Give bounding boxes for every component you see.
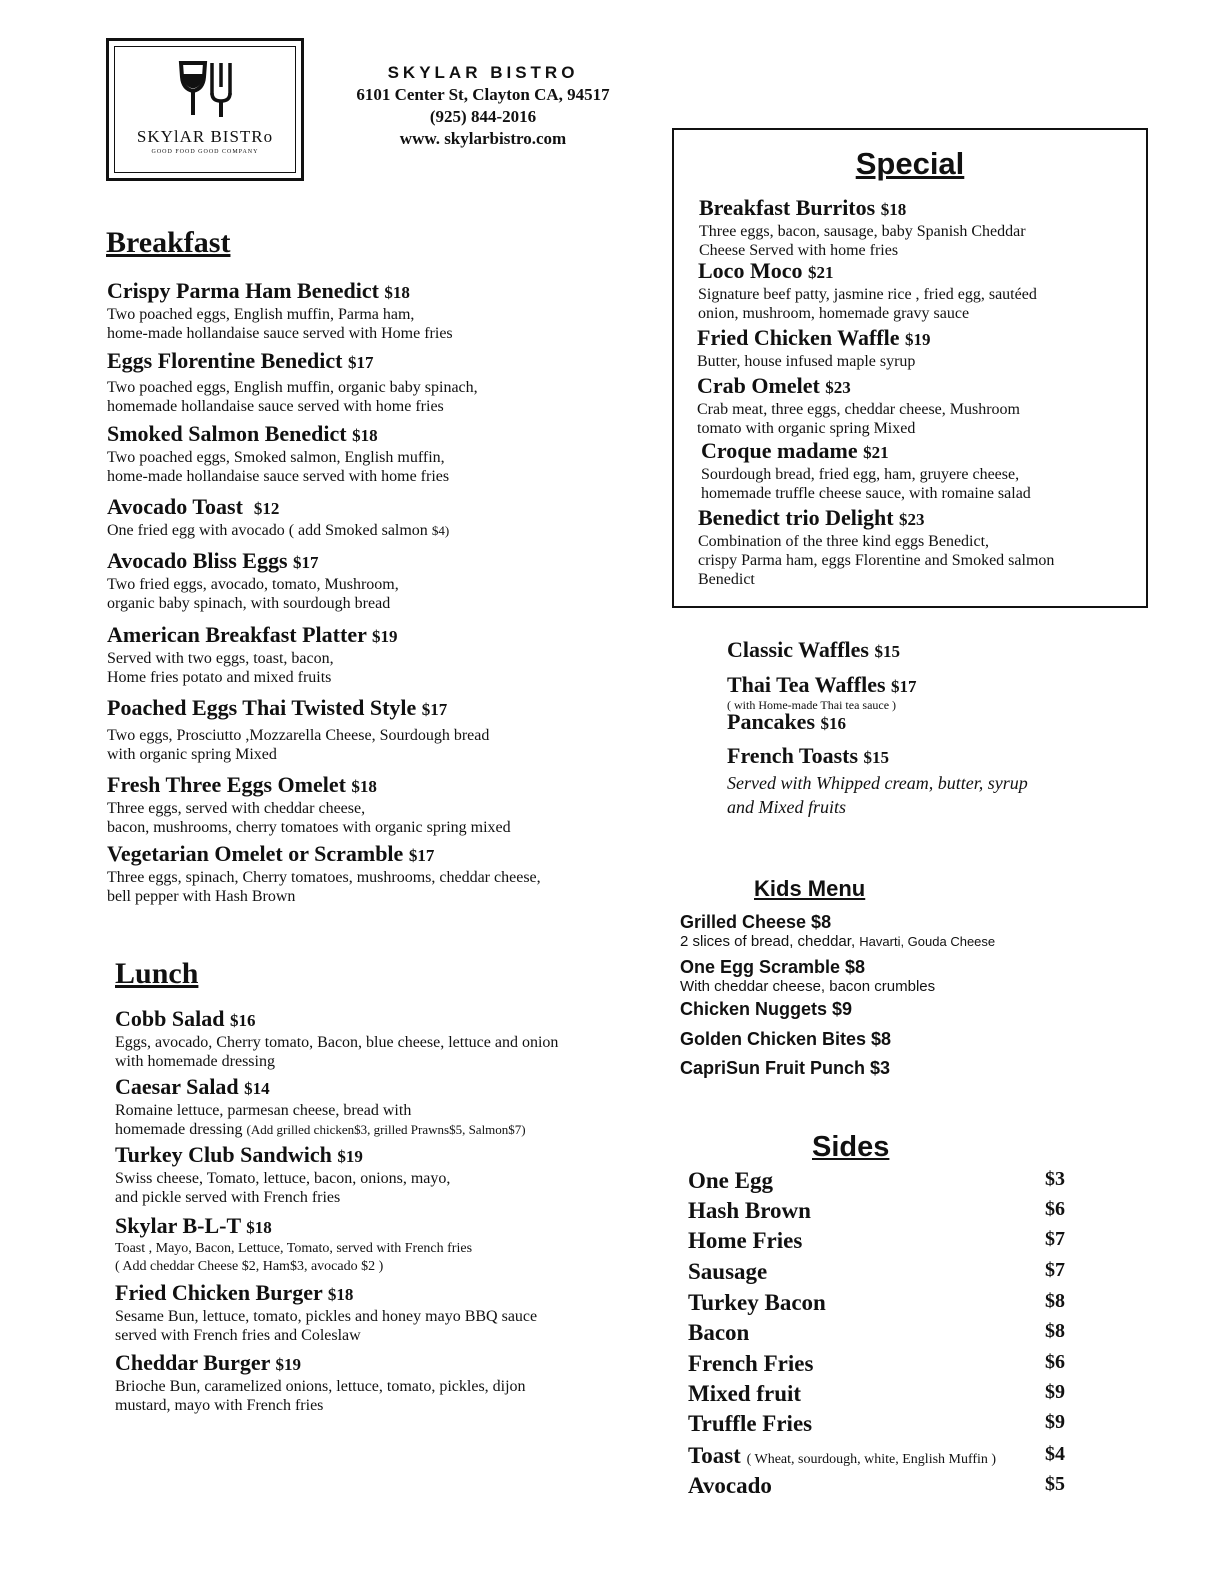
item-price: $19 xyxy=(371,627,398,646)
logo-tagline: GOOD FOOD GOOD COMPANY xyxy=(151,149,259,155)
lunch-item xyxy=(115,1075,526,1139)
breakfast-item xyxy=(107,279,453,343)
kids-item xyxy=(680,957,935,995)
item-name: Bacon xyxy=(688,1320,750,1345)
item-note: ( Wheat, sourdough, white, English Muffin ) xyxy=(746,1452,997,1467)
special-item xyxy=(697,374,1020,438)
item-description: Sourdough bread, fried egg, ham, gruyere cheese, homemade truffle cheese sauce, with romaine salad xyxy=(701,466,1031,502)
item-description: Two fried eggs, avocado, tomato, Mushroom, organic baby spinach, with sourdough bread xyxy=(107,576,399,612)
lunch-item xyxy=(115,1351,526,1415)
lunch-item xyxy=(115,1007,558,1071)
special-item xyxy=(698,506,1054,589)
item-description: Butter, house infused maple syrup xyxy=(697,353,916,370)
item-description: Swiss cheese, Tomato, lettuce, bacon, onions, mayo, and pickle served with French fries xyxy=(115,1170,451,1206)
item-addons: (Add grilled chicken$3, grilled Prawns$5, Salmon$7) xyxy=(246,1122,526,1137)
item-name-price: Grilled Cheese $8 xyxy=(680,912,832,932)
item-name: Fresh Three Eggs Omelet xyxy=(107,772,346,797)
item-price: $12 xyxy=(253,499,280,518)
side-item xyxy=(688,1411,1068,1441)
restaurant-phone: (925) 844-2016 xyxy=(429,107,537,126)
item-name: Fried Chicken Waffle xyxy=(697,325,900,350)
item-price: $15 xyxy=(874,642,900,661)
item-price: $17 xyxy=(293,553,319,572)
breakfast-item xyxy=(107,549,399,613)
item-price: $17 xyxy=(347,353,374,372)
item-price: $14 xyxy=(244,1079,270,1098)
item-price: $4 xyxy=(1045,1443,1065,1465)
item-name-price: Chicken Nuggets $9 xyxy=(680,999,853,1019)
item-price: $15 xyxy=(863,748,890,767)
item-name: Avocado Toast xyxy=(107,494,243,519)
item-description: Served with two eggs, toast, bacon, Home fries potato and mixed fruits xyxy=(107,650,334,686)
side-item xyxy=(688,1381,1068,1411)
item-price: $8 xyxy=(1045,1320,1065,1342)
item-addon-price: $4) xyxy=(431,523,450,538)
item-description: Combination of the three kind eggs Benedict, crispy Parma ham, eggs Florentine and Smoked salmon Benedict xyxy=(698,533,1055,588)
item-name: Crab Omelet xyxy=(697,373,820,398)
item-price: $6 xyxy=(1045,1198,1065,1220)
item-name: Vegetarian Omelet or Scramble xyxy=(107,841,404,866)
item-description: Eggs, avocado, Cherry tomato, Bacon, blue cheese, lettuce and onion with homemade dressing xyxy=(115,1034,559,1070)
item-name: Crispy Parma Ham Benedict xyxy=(107,278,379,303)
item-description: One fried egg with avocado ( add Smoked salmon xyxy=(107,522,428,539)
item-description: Three eggs, served with cheddar cheese, bacon, mushrooms, cherry tomatoes with organic spring mixed xyxy=(107,800,511,836)
item-description: Signature beef patty, jasmine rice , fried egg, sautéed onion, mushroom, homemade gravy sauce xyxy=(698,286,1037,322)
item-name: Mixed fruit xyxy=(688,1381,802,1406)
item-price: $18 xyxy=(352,426,378,445)
kids-item xyxy=(680,999,852,1020)
side-item xyxy=(688,1259,1068,1289)
item-price: $16 xyxy=(820,714,846,733)
breakfast-item xyxy=(107,696,489,764)
item-name-price: One Egg Scramble $8 xyxy=(680,957,866,977)
item-description: Crab meat, three eggs, cheddar cheese, Mushroom tomato with organic spring Mixed xyxy=(697,401,1020,437)
item-name: Home Fries xyxy=(688,1228,803,1253)
item-price: $9 xyxy=(1045,1411,1065,1433)
item-price: $19 xyxy=(337,1147,363,1166)
item-name: Turkey Bacon xyxy=(688,1290,826,1315)
breakfast-item xyxy=(107,422,449,486)
special-item xyxy=(698,259,1037,323)
restaurant-logo xyxy=(106,38,304,181)
item-price: $8 xyxy=(1045,1290,1065,1312)
waffle-item xyxy=(727,638,900,664)
item-description: Toast , Mayo, Bacon, Lettuce, Tomato, served with French fries ( Add cheddar Cheese $2, Ham$3, avocado $2 ) xyxy=(115,1241,473,1274)
item-price: $9 xyxy=(1045,1381,1065,1403)
item-price: $3 xyxy=(1045,1168,1065,1190)
item-name: Eggs Florentine Benedict xyxy=(107,348,343,373)
item-name: Loco Moco xyxy=(698,258,803,283)
item-name: Hash Brown xyxy=(688,1198,811,1223)
special-item xyxy=(701,439,1031,503)
item-name: Breakfast Burritos xyxy=(699,195,876,220)
sides-title: Sides xyxy=(812,1131,890,1163)
restaurant-name: SKYLAR BISTRO xyxy=(387,63,579,82)
item-name: Benedict trio Delight xyxy=(698,505,894,530)
item-price: $18 xyxy=(351,777,377,796)
restaurant-address: 6101 Center St, Clayton CA, 94517 xyxy=(356,85,610,104)
item-price: $19 xyxy=(904,330,931,349)
item-description: Romaine lettuce, parmesan cheese, bread with homemade dressing xyxy=(115,1102,412,1138)
wine-glass-fork-icon xyxy=(176,61,240,121)
item-price: $23 xyxy=(899,510,925,529)
item-name: Skylar B-L-T xyxy=(115,1213,241,1238)
item-name: Fried Chicken Burger xyxy=(115,1280,323,1305)
item-price: $6 xyxy=(1045,1351,1065,1373)
item-name: Sausage xyxy=(688,1259,768,1284)
kids-item xyxy=(680,1058,890,1079)
item-price: $7 xyxy=(1045,1259,1065,1281)
side-item xyxy=(688,1290,1068,1320)
breakfast-item xyxy=(107,495,449,540)
waffle-item xyxy=(727,710,846,736)
waffle-item xyxy=(727,744,889,770)
item-description: Two poached eggs, English muffin, Parma ham, home-made hollandaise sauce served with Home fries xyxy=(107,306,453,342)
item-name: Avocado xyxy=(688,1473,772,1498)
item-price: $5 xyxy=(1045,1473,1065,1495)
item-description: 2 slices of bread, cheddar, xyxy=(680,933,856,950)
waffles-served-with: Served with Whipped cream, butter, syrup and Mixed fruits xyxy=(727,773,1028,817)
restaurant-website: www. skylarbistro.com xyxy=(399,129,567,148)
lunch-title: Lunch xyxy=(115,957,199,990)
item-name: Pancakes xyxy=(727,709,815,734)
breakfast-item xyxy=(107,842,541,906)
item-description: Two poached eggs, English muffin, organic baby spinach, homemade hollandaise sauce served with home fries xyxy=(107,379,478,415)
waffle-item xyxy=(727,673,917,712)
item-name: Truffle Fries xyxy=(688,1411,813,1436)
item-price: $18 xyxy=(880,200,907,219)
logo-name: SKYlAR BISTRo xyxy=(136,127,274,146)
item-price: $19 xyxy=(275,1355,302,1374)
side-item xyxy=(688,1168,1068,1198)
side-item xyxy=(688,1320,1068,1350)
item-price: $17 xyxy=(421,700,448,719)
item-description: Brioche Bun, caramelized onions, lettuce, tomato, pickles, dijon mustard, mayo with French fries xyxy=(115,1378,526,1414)
item-name: Smoked Salmon Benedict xyxy=(107,421,347,446)
item-name: One Egg xyxy=(688,1168,773,1193)
item-name: Cheddar Burger xyxy=(115,1350,271,1375)
side-item xyxy=(688,1443,1068,1473)
special-item xyxy=(699,196,1026,260)
lunch-item xyxy=(115,1143,450,1207)
side-item xyxy=(688,1473,1068,1503)
item-name: American Breakfast Platter xyxy=(107,622,367,647)
item-name: Turkey Club Sandwich xyxy=(115,1142,332,1167)
item-name: Caesar Salad xyxy=(115,1074,239,1099)
kids-menu-title: Kids Menu xyxy=(754,876,866,901)
side-item xyxy=(688,1198,1068,1228)
lunch-item xyxy=(115,1214,472,1276)
item-price: $21 xyxy=(807,263,834,282)
breakfast-title: Breakfast xyxy=(106,226,231,259)
side-item xyxy=(688,1228,1068,1258)
item-description: Two eggs, Prosciutto ,Mozzarella Cheese, Sourdough bread with organic spring Mixed xyxy=(107,727,490,763)
item-name-price: Golden Chicken Bites $8 xyxy=(680,1029,892,1049)
kids-item xyxy=(680,912,995,950)
kids-item xyxy=(680,1029,891,1050)
item-price: $7 xyxy=(1045,1228,1065,1250)
item-name: French Fries xyxy=(688,1351,814,1376)
lunch-item xyxy=(115,1281,537,1345)
item-price: $21 xyxy=(863,443,889,462)
item-description: With cheddar cheese, bacon crumbles xyxy=(680,978,936,995)
item-price: $17 xyxy=(408,846,435,865)
item-price: $17 xyxy=(891,677,917,696)
item-name: Toast xyxy=(688,1443,741,1468)
item-name: Classic Waffles xyxy=(727,637,869,662)
breakfast-item xyxy=(107,349,478,416)
special-title: Special xyxy=(855,146,965,181)
item-price: $18 xyxy=(384,283,410,302)
item-description: Three eggs, spinach, Cherry tomatoes, mushrooms, cheddar cheese, bell pepper with Hash Brown xyxy=(107,869,541,905)
item-name: Thai Tea Waffles xyxy=(727,672,886,697)
item-name: Poached Eggs Thai Twisted Style xyxy=(107,695,417,720)
breakfast-item xyxy=(107,773,511,837)
breakfast-item xyxy=(107,623,397,687)
restaurant-header xyxy=(318,62,648,150)
item-price: $16 xyxy=(229,1011,256,1030)
item-name: Avocado Bliss Eggs xyxy=(107,548,288,573)
item-price: $18 xyxy=(246,1218,272,1237)
item-name-price: CapriSun Fruit Punch $3 xyxy=(680,1058,891,1078)
item-name: Cobb Salad xyxy=(115,1006,225,1031)
item-description: Three eggs, bacon, sausage, baby Spanish Cheddar Cheese Served with home fries xyxy=(699,223,1026,259)
item-note: ( with Home-made Thai tea sauce ) xyxy=(727,698,897,712)
item-description: Sesame Bun, lettuce, tomato, pickles and honey mayo BBQ sauce served with French fries and Coleslaw xyxy=(115,1308,538,1344)
item-description: Two poached eggs, Smoked salmon, English muffin, home-made hollandaise sauce served with home fries xyxy=(107,449,450,485)
item-name: Croque madame xyxy=(701,438,858,463)
item-price: $18 xyxy=(327,1285,354,1304)
item-price: $23 xyxy=(825,378,851,397)
special-item xyxy=(697,326,930,371)
side-item xyxy=(688,1351,1068,1381)
item-description-extra: Havarti, Gouda Cheese xyxy=(859,934,996,949)
item-name: French Toasts xyxy=(727,743,859,768)
